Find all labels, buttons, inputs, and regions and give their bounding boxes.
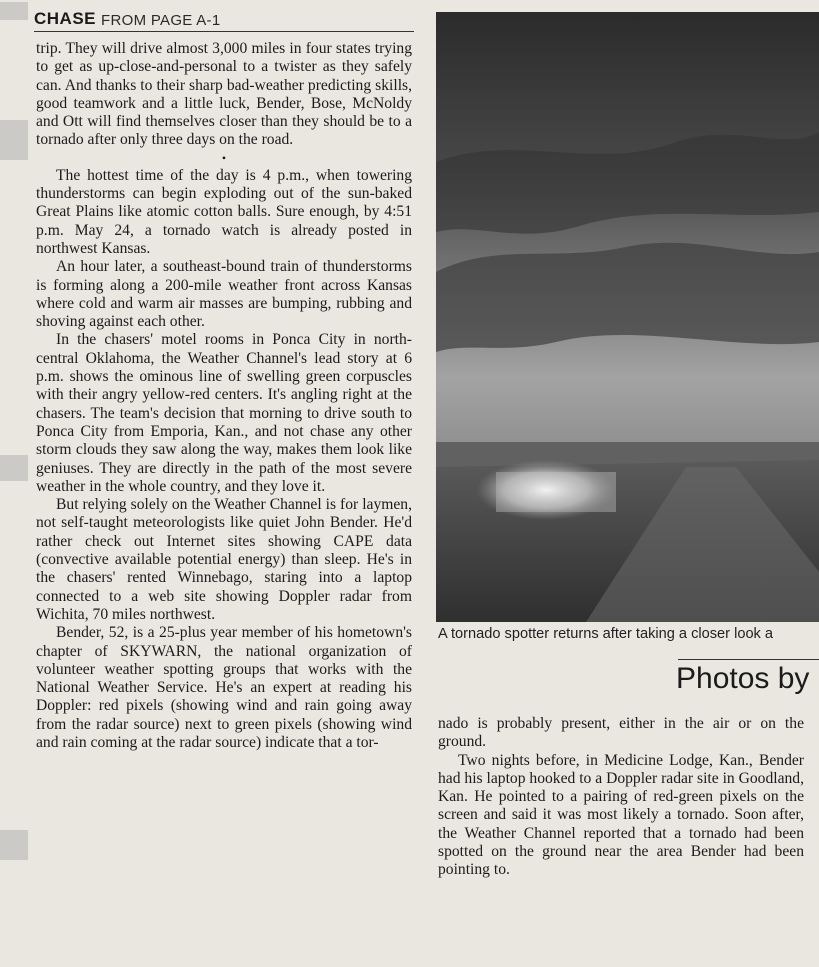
jump-from-page: FROM PAGE A-1 (101, 12, 221, 29)
storm-scene-illustration (436, 12, 819, 622)
article-column-left (36, 40, 412, 752)
jump-kicker: CHASE (34, 9, 97, 28)
photo-caption: A tornado spotter returns after taking a closer look a (438, 626, 774, 642)
scan-artifact (0, 120, 28, 160)
article-paragraph: Bender, 52, is a 25-plus year member of his hometown's chapter of SKYWARN, the national organization of volunteer weather spotting groups that works with the National Weather Service. He's an expert at reading his Doppler: red pixels (showing wind and rain going away from the radar source) next to green pixels (showing wind and rain coming at the radar source) indicate that a tor- (36, 624, 412, 751)
jump-header (34, 6, 414, 32)
article-column-right (438, 715, 804, 880)
article-paragraph: But relying solely on the Weather Channel is for laymen, not self-taught meteorologists like quiet John Bender. He'd rather check out Internet sites showing CAPE data (convective available potential energy) than sleep. He's in the chasers' rented Winnebago, staring into a laptop connected to a web site showing Doppler radar from Wichita, 70 miles northwest. (36, 496, 412, 623)
credit-divider (678, 659, 819, 660)
section-divider-dot: • (221, 150, 227, 165)
article-paragraph: An hour later, a southeast-bound train of thunderstorms is forming along a 200-mile weather front across Kansas where cold and warm air masses are bumping, rubbing and shoving against each other. (36, 258, 412, 331)
scan-artifact (0, 2, 28, 20)
photo-credit: Photos by (676, 662, 810, 695)
article-paragraph: The hottest time of the day is 4 p.m., when towering thunderstorms can begin exploding out of the sun-baked Great Plains like atomic cotton balls. Sure enough, by 4:51 p.m. May 24, a tornado watch is already posted in northwest Kansas. (36, 166, 412, 257)
article-paragraph: nado is probably present, either in the air or on the ground. (438, 715, 804, 751)
article-paragraph: Two nights before, in Medicine Lodge, Kan., Bender had his laptop hooked to a Doppler radar site in Goodland, Kan. He pointed to a pairing of red-green pixels on the screen and said it was most likely a tornado. Soon after, the Weather Channel reported that a tornado had been spotted on the ground near the area Bender had been pointing to. (438, 751, 804, 879)
article-paragraph: trip. They will drive almost 3,000 miles in four states trying to get as up-close-and-personal to a twister as they safely can. And thanks to their sharp bad-weather predicting skills, good teamwork and a little luck, Bender, Bose, McNoldy and Ott will find themselves closer than they should be to a tornado after only three days on the road. (36, 40, 412, 149)
scan-artifact (0, 830, 28, 860)
tornado-photo (436, 12, 819, 622)
article-paragraph: In the chasers' motel rooms in Ponca City in north-central Oklahoma, the Weather Channel's lead story at 6 p.m. shows the ominous line of swelling green corpuscles with their angry yellow-red centers. It's angling right at the chasers. The team's decision that morning to drive south to Ponca City from Emporia, Kan., and not chase any other storm clouds they saw along the way, makes them look like geniuses. They are directly in the path of the most severe weather in the whole country, and they love it. (36, 331, 412, 495)
scan-artifact (0, 455, 28, 481)
